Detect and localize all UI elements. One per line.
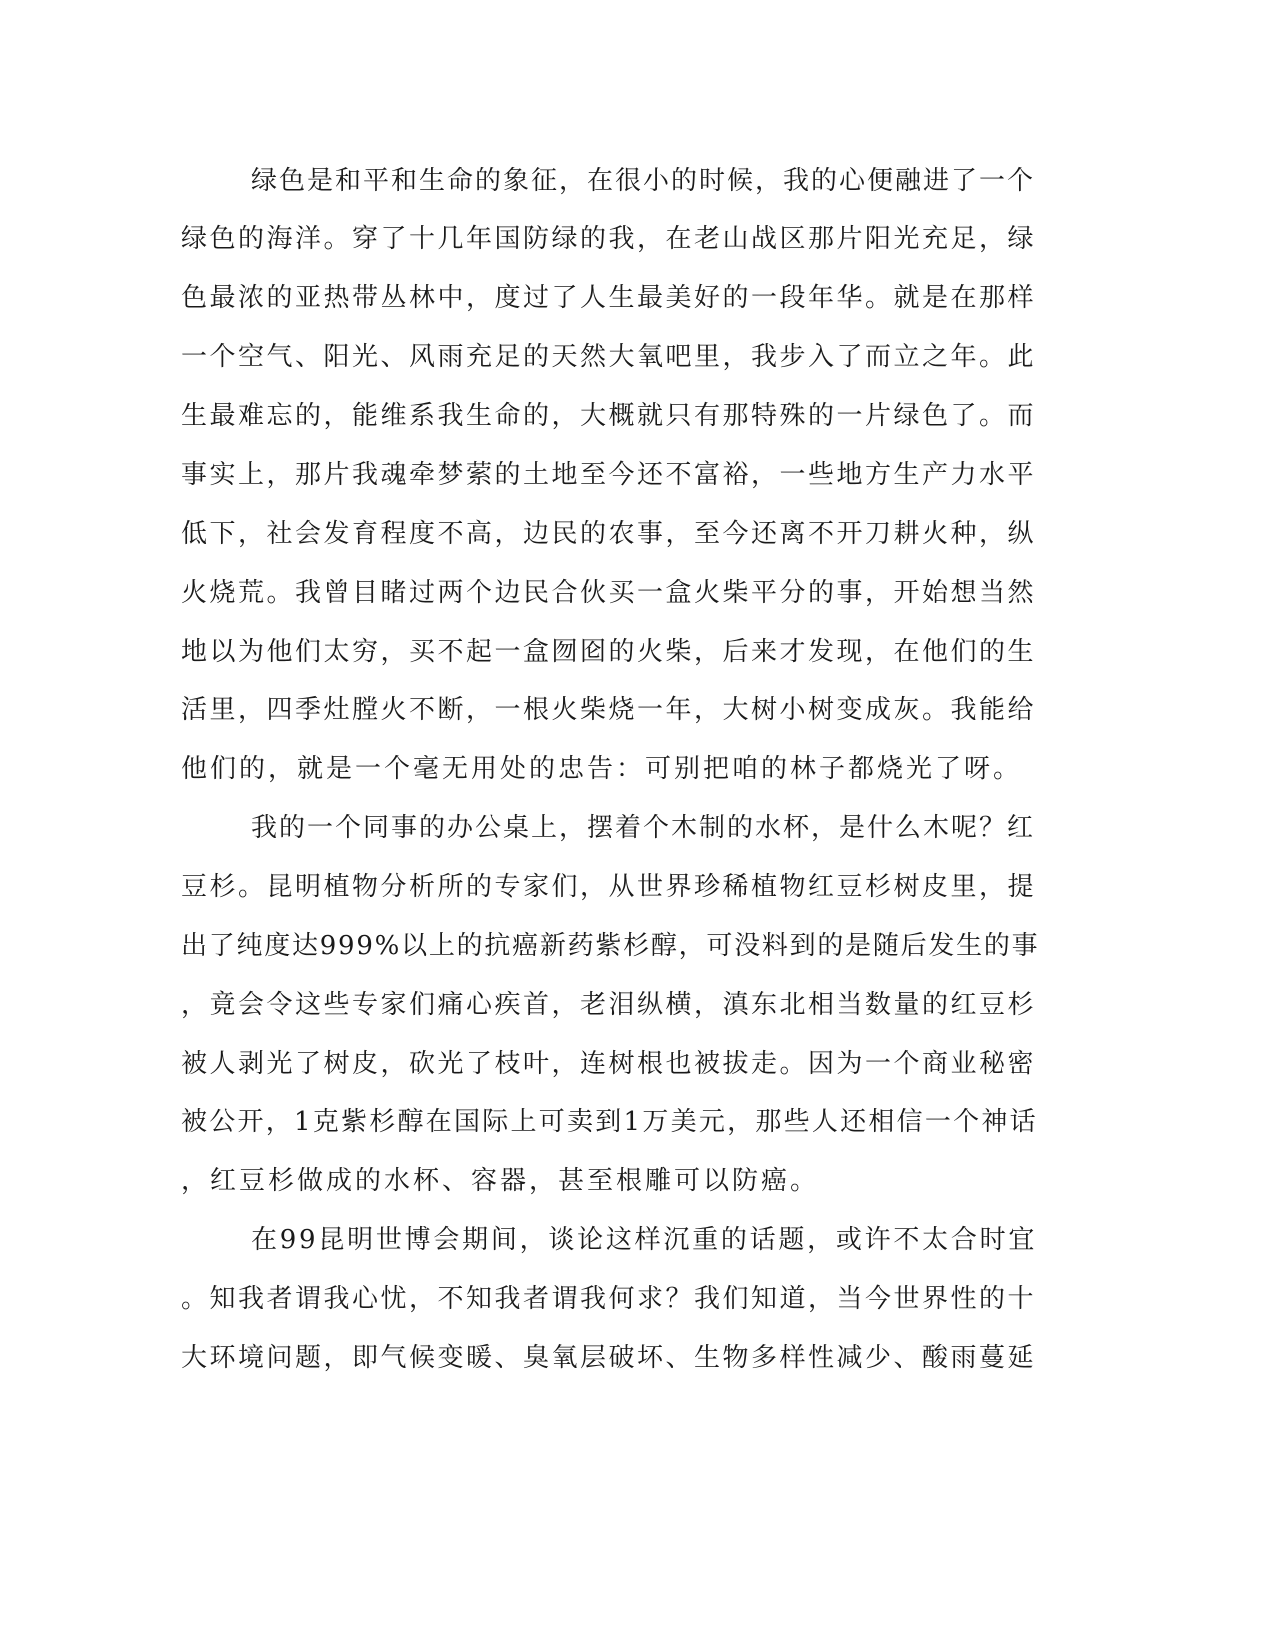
text-line: 我的一个同事的办公桌上，摆着个木制的水杯，是什么木呢？红 (251, 813, 1036, 843)
text-line: 一个空气、阳光、风雨充足的天然大氧吧里，我步入了而立之年。此 (181, 342, 1037, 372)
text-line: 地以为他们太穷，买不起一盒囫囵的火柴，后来才发现，在他们的生 (181, 637, 1037, 667)
text-line: ，红豆杉做成的水杯、容器，甚至根雕可以防癌。 (181, 1166, 820, 1196)
text-line: 。知我者谓我心忧，不知我者谓我何求？我们知道，当今世界性的十 (181, 1284, 1037, 1314)
text-line: 色最浓的亚热带丛林中，度过了人生最美好的一段年华。就是在那样 (181, 283, 1037, 313)
text-line: 生最难忘的，能维系我生命的，大概就只有那特殊的一片绿色了。而 (181, 401, 1037, 431)
text-line: 豆杉。昆明植物分析所的专家们，从世界珍稀植物红豆杉树皮里，提 (181, 872, 1037, 902)
text-line: 事实上，那片我魂牵梦萦的土地至今还不富裕，一些地方生产力水平 (181, 460, 1037, 490)
text-line: ，竟会令这些专家们痛心疾首，老泪纵横，滇东北相当数量的红豆杉 (181, 990, 1037, 1020)
text-line: 在99昆明世博会期间，谈论这样沉重的话题，或许不太合时宜 (251, 1225, 1038, 1255)
text-line: 被人剥光了树皮，砍光了枝叶，连树根也被拔走。因为一个商业秘密 (181, 1049, 1037, 1079)
text-line: 绿色的海洋。穿了十几年国防绿的我，在老山战区那片阳光充足，绿 (181, 224, 1037, 254)
text-line: 活里，四季灶膛火不断，一根火柴烧一年，大树小树变成灰。我能给 (181, 695, 1037, 725)
text-line: 大环境问题，即气候变暖、臭氧层破坏、生物多样性减少、酸雨蔓延 (181, 1343, 1037, 1373)
text-line: 火烧荒。我曾目睹过两个边民合伙买一盒火柴平分的事，开始想当然 (181, 578, 1037, 608)
text-line: 出了纯度达999%以上的抗癌新药紫杉醇，可没料到的是随后发生的事 (181, 931, 1040, 961)
text-line: 被公开，1克紫杉醇在国际上可卖到1万美元，那些人还相信一个神话 (181, 1107, 1038, 1137)
text-line: 他们的，就是一个毫无用处的忠告：可别把咱的林子都烧光了呀。 (181, 754, 1023, 784)
text-line: 绿色是和平和生命的象征，在很小的时候，我的心便融进了一个 (251, 166, 1036, 196)
text-line: 低下，社会发育程度不高，边民的农事，至今还离不开刀耕火种，纵 (181, 519, 1037, 549)
